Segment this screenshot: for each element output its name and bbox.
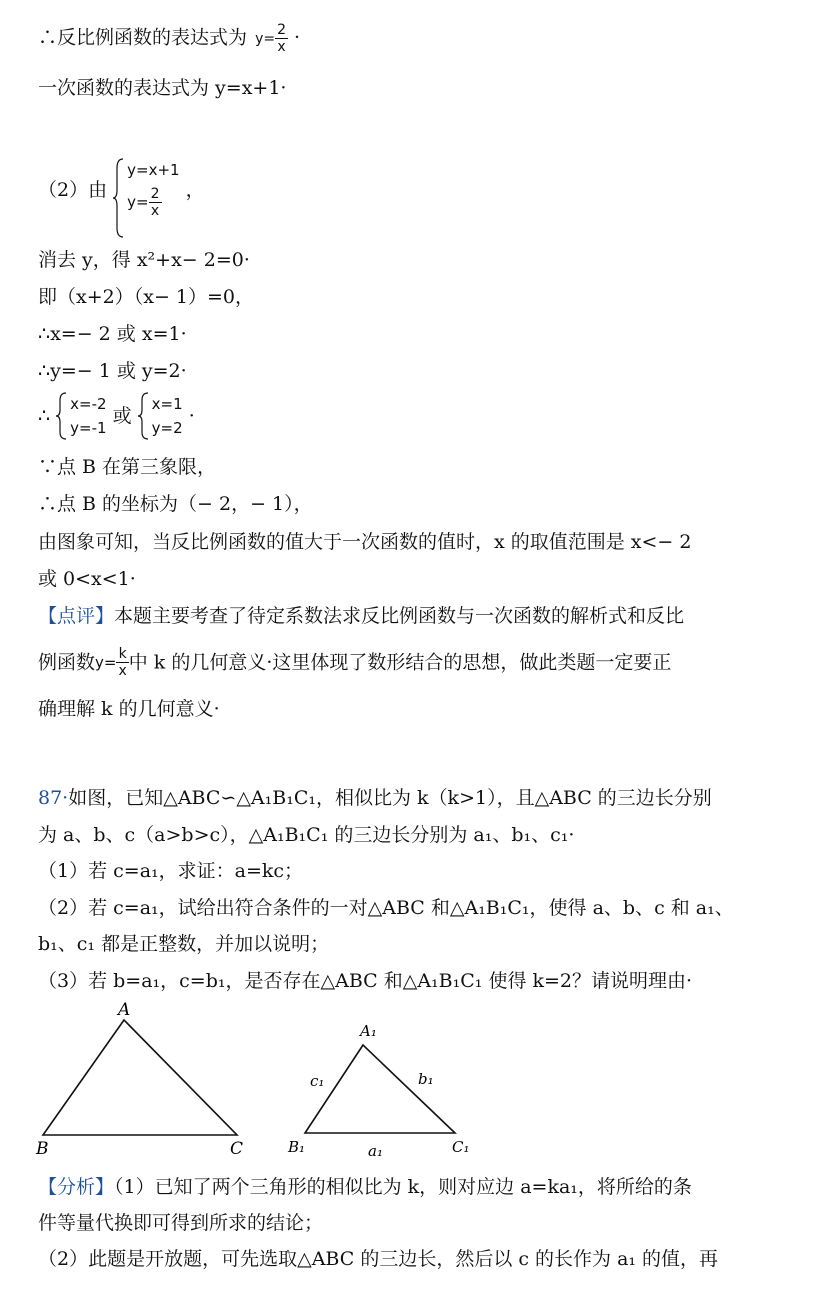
vertex-b-label: B <box>36 1139 49 1159</box>
text-line: ∴点 B 的坐标为（− 2，− 1）， <box>38 493 313 515</box>
text-line: （2）此题是开放题，可先选取△ABC 的三边长，然后以 c 的长作为 a₁ 的值，再 <box>38 1248 719 1270</box>
vertex-c1-label: C₁ <box>452 1138 470 1156</box>
vertex-a1-label: A₁ <box>360 1022 377 1040</box>
fraction-k-over-x: $\frac{k}{x}$ <box>118 646 127 679</box>
side-c1-label: c₁ <box>310 1072 325 1090</box>
text-line: b₁、c₁ 都是正整数，并加以说明； <box>38 933 330 955</box>
text-line: 由图象可知，当反比例函数的值大于一次函数的值时，x 的取值范围是 x<− 2 <box>38 531 692 553</box>
text-line: ∴y=− 1 或 y=2· <box>38 360 187 382</box>
text-line: ∴反比例函数的表达式为 y= $\frac{2}{x}$ · <box>38 22 301 55</box>
comment-tag: 【点评】 <box>38 605 115 627</box>
text-line: 例函数y= $\frac{k}{x}$ 中 k 的几何意义·这里体现了数形结合的思想，做此类题一定要正 <box>38 646 672 679</box>
text-line: （3）若 b=a₁，c=b₁，是否存在△ABC 和△A₁B₁C₁ 使得 k=2？请说明理由· <box>38 970 693 992</box>
fraction: y= <box>255 30 276 47</box>
vertex-c-label: C <box>230 1139 244 1159</box>
analysis-line: 【分析】（1）已知了两个三角形的相似比为 k，则对应边 a=ka₁，将所给的条 <box>38 1176 692 1198</box>
text-line: 消去 y，得 x²+x− 2=0· <box>38 249 250 271</box>
comment-line: 【点评】本题主要考查了待定系数法求反比例函数与一次函数的解析式和反比 <box>38 605 685 627</box>
triangle-a1b1c1 <box>287 1022 470 1160</box>
side-a1-label: a₁ <box>368 1142 383 1160</box>
text-line: （2）若 c=a₁，试给出符合条件的一对△ABC 和△A₁B₁C₁，使得 a、b、c 和 a₁、 <box>38 897 734 919</box>
question-line: 87·如图，已知△ABC∽△A₁B₁C₁，相似比为 k（k>1），且△ABC 的三边长分别 <box>38 787 712 809</box>
text-line: （1）若 c=a₁，求证：a=kc； <box>38 860 304 882</box>
text-line: 或 0<x<1· <box>38 568 136 590</box>
brace-icon <box>138 392 150 440</box>
equation-system: x=-2 y=-1 <box>56 392 106 440</box>
text-line: ∴x=− 2 或 x=1· <box>38 323 187 345</box>
side-b1-label: b₁ <box>418 1070 434 1088</box>
analysis-tag: 【分析】 <box>38 1176 115 1198</box>
equation-system-line: （2）由 y=x+1 y= $\frac{2}{x}$ ， <box>38 158 205 222</box>
equation-system-line: ∴ x=-2 y=-1 或 x=1 y=2 · <box>38 392 195 440</box>
text-line: 即（x+2）（x− 1）=0， <box>38 286 254 308</box>
vertex-a-label: A <box>118 1000 131 1020</box>
text-line: 确理解 k 的几何意义· <box>38 698 220 720</box>
fraction-2-over-x: $\frac{2}{x}$ <box>150 186 160 219</box>
brace-icon <box>113 158 125 238</box>
fraction-2-over-x: $\frac{2}{x}$ <box>277 22 286 55</box>
question-number: 87· <box>38 787 69 809</box>
triangle-abc <box>35 1000 243 1159</box>
text-line: ∵点 B 在第三象限， <box>38 456 217 478</box>
text-line: 件等量代换即可得到所求的结论； <box>38 1212 324 1234</box>
vertex-b1-label: B₁ <box>288 1138 306 1156</box>
text-line: 一次函数的表达式为 y=x+1· <box>38 77 287 99</box>
equation-system: y=x+1 y= $\frac{2}{x}$ <box>113 158 179 222</box>
triangles-figure <box>30 1000 490 1165</box>
text-line: 为 a、b、c（a>b>c），△A₁B₁C₁ 的三边长分别为 a₁、b₁、c₁· <box>38 824 575 846</box>
brace-icon <box>56 392 68 440</box>
equation-system: x=1 y=2 <box>138 392 183 440</box>
